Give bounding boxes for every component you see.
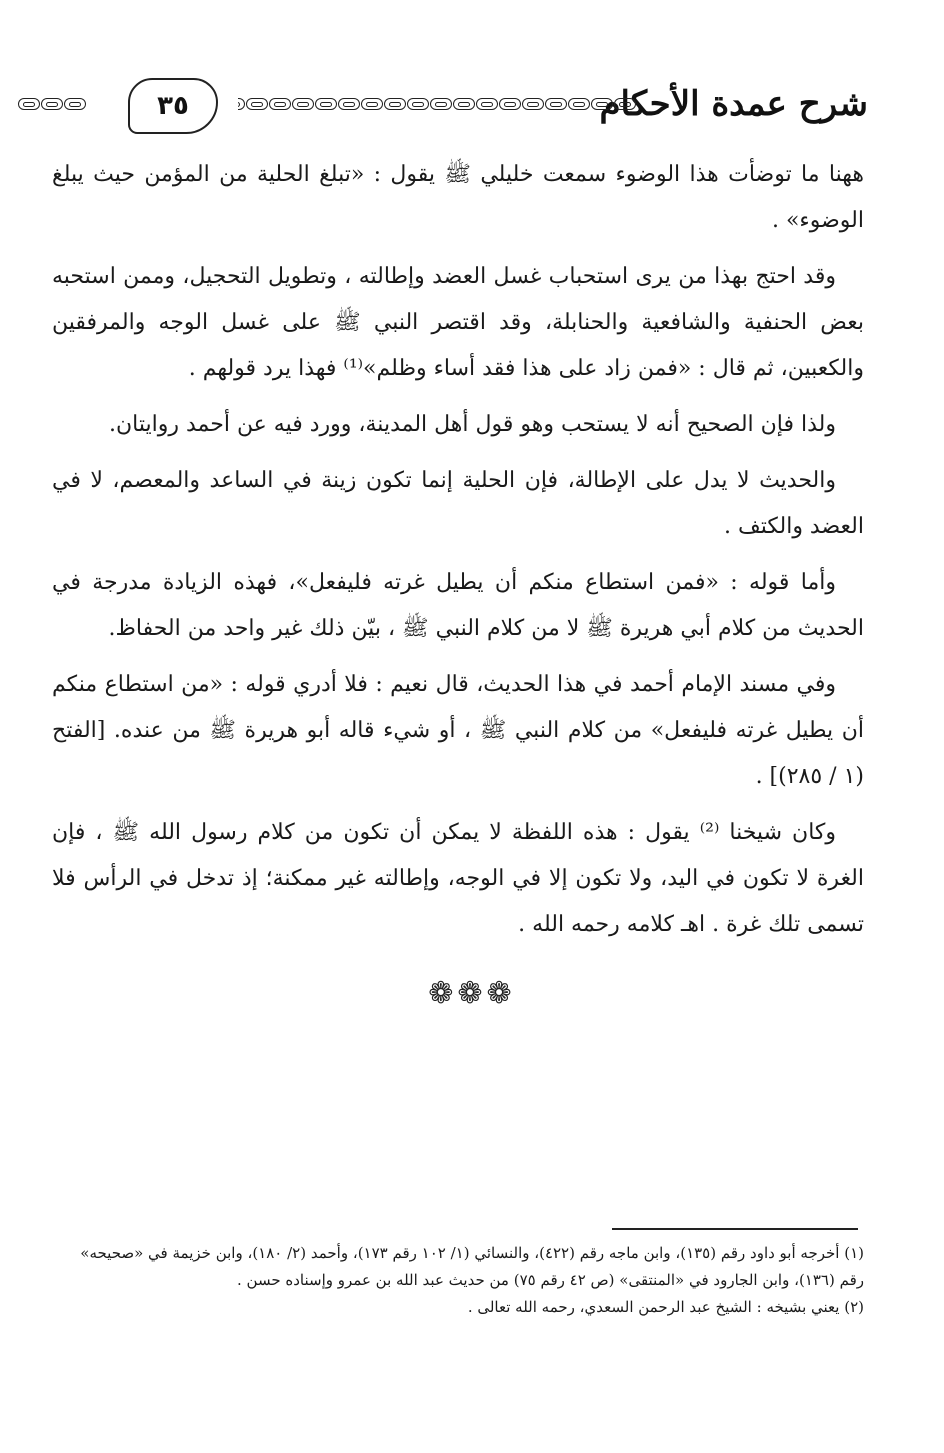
page-number-badge	[128, 78, 218, 134]
main-text	[52, 152, 864, 958]
paragraph: وأما قوله : «فمن استطاع منكم أن يطيل غرته فليفعل»، فهذه الزيادة مدرجة في الحديث من كلام أبي هريرة ﷺ لا من كلام النبي ﷺ ، بيّن ذلك غير واحد من الحفاظ.	[52, 570, 864, 641]
header-chain-ornament-small	[18, 98, 86, 112]
page-header	[18, 78, 898, 130]
footnote-1: (١) أخرجه أبو داود رقم (١٣٥)، وابن ماجه رقم (٤٢٢)، والنسائي (١/ ١٠٢ رقم ١٧٣)، وأحمد (٢/ ١٨٠)، وابن خزيمة في «صحيحه» رقم (١٣٦)، وابن الجارود في «المنتقى» (ص ٤٢ رقم ٧٥) من حديث عبد الله بن عمرو وإسناده حسن .	[80, 1244, 864, 1289]
header-chain-ornament	[238, 98, 636, 112]
book-title: شرح عمدة الأحكام	[599, 84, 868, 124]
paragraph: وكان شيخنا ⁽²⁾ يقول : هذه اللفظة لا يمكن أن تكون من كلام رسول الله ﷺ ، فإن الغرة لا تكون في اليد، ولا تكون إلا في الوجه، وإطالته غير ممكنة؛ إذ تدخل في الرأس فلا تسمى تلك غرة . اهـ كلامه رحمه الله .	[52, 820, 864, 937]
page-number: ٣٥	[157, 91, 189, 121]
footnote-divider	[612, 1228, 858, 1230]
paragraph: وفي مسند الإمام أحمد في هذا الحديث، قال نعيم : فلا أدري قوله : «من استطاع منكم أن يطيل غرته فليفعل» من كلام النبي ﷺ ، أو شيء قاله أبو هريرة ﷺ من عنده. [الفتح (١ / ٢٨٥)] .	[52, 672, 864, 789]
paragraph: وقد احتج بهذا من يرى استحباب غسل العضد وإطالته ، وتطويل التحجيل، وممن استحبه بعض الحنفية والشافعية والحنابلة، وقد اقتصر النبي ﷺ على غسل الوجه والمرفقين والكعبين، ثم قال : «فمن زاد على هذا فقد أساء وظلم»⁽¹⁾ فهذا يرد قولهم .	[52, 264, 864, 381]
paragraph: ههنا ما توضأت هذا الوضوء سمعت خليلي ﷺ يقول : «تبلغ الحلية من المؤمن حيث يبلغ الوضوء» .	[52, 162, 864, 233]
section-separator-flowers: ❁❁❁	[428, 976, 516, 1011]
paragraph: والحديث لا يدل على الإطالة، فإن الحلية إنما تكون زينة في الساعد والمعصم، لا في العضد والكتف .	[52, 468, 864, 539]
paragraph: ولذا فإن الصحيح أنه لا يستحب وهو قول أهل المدينة، وورد فيه عن أحمد روايتان.	[109, 412, 836, 437]
footnote-2: (٢) يعني بشيخه : الشيخ عبد الرحمن السعدي، رحمه الله تعالى .	[467, 1298, 864, 1316]
footnotes	[54, 1240, 864, 1321]
